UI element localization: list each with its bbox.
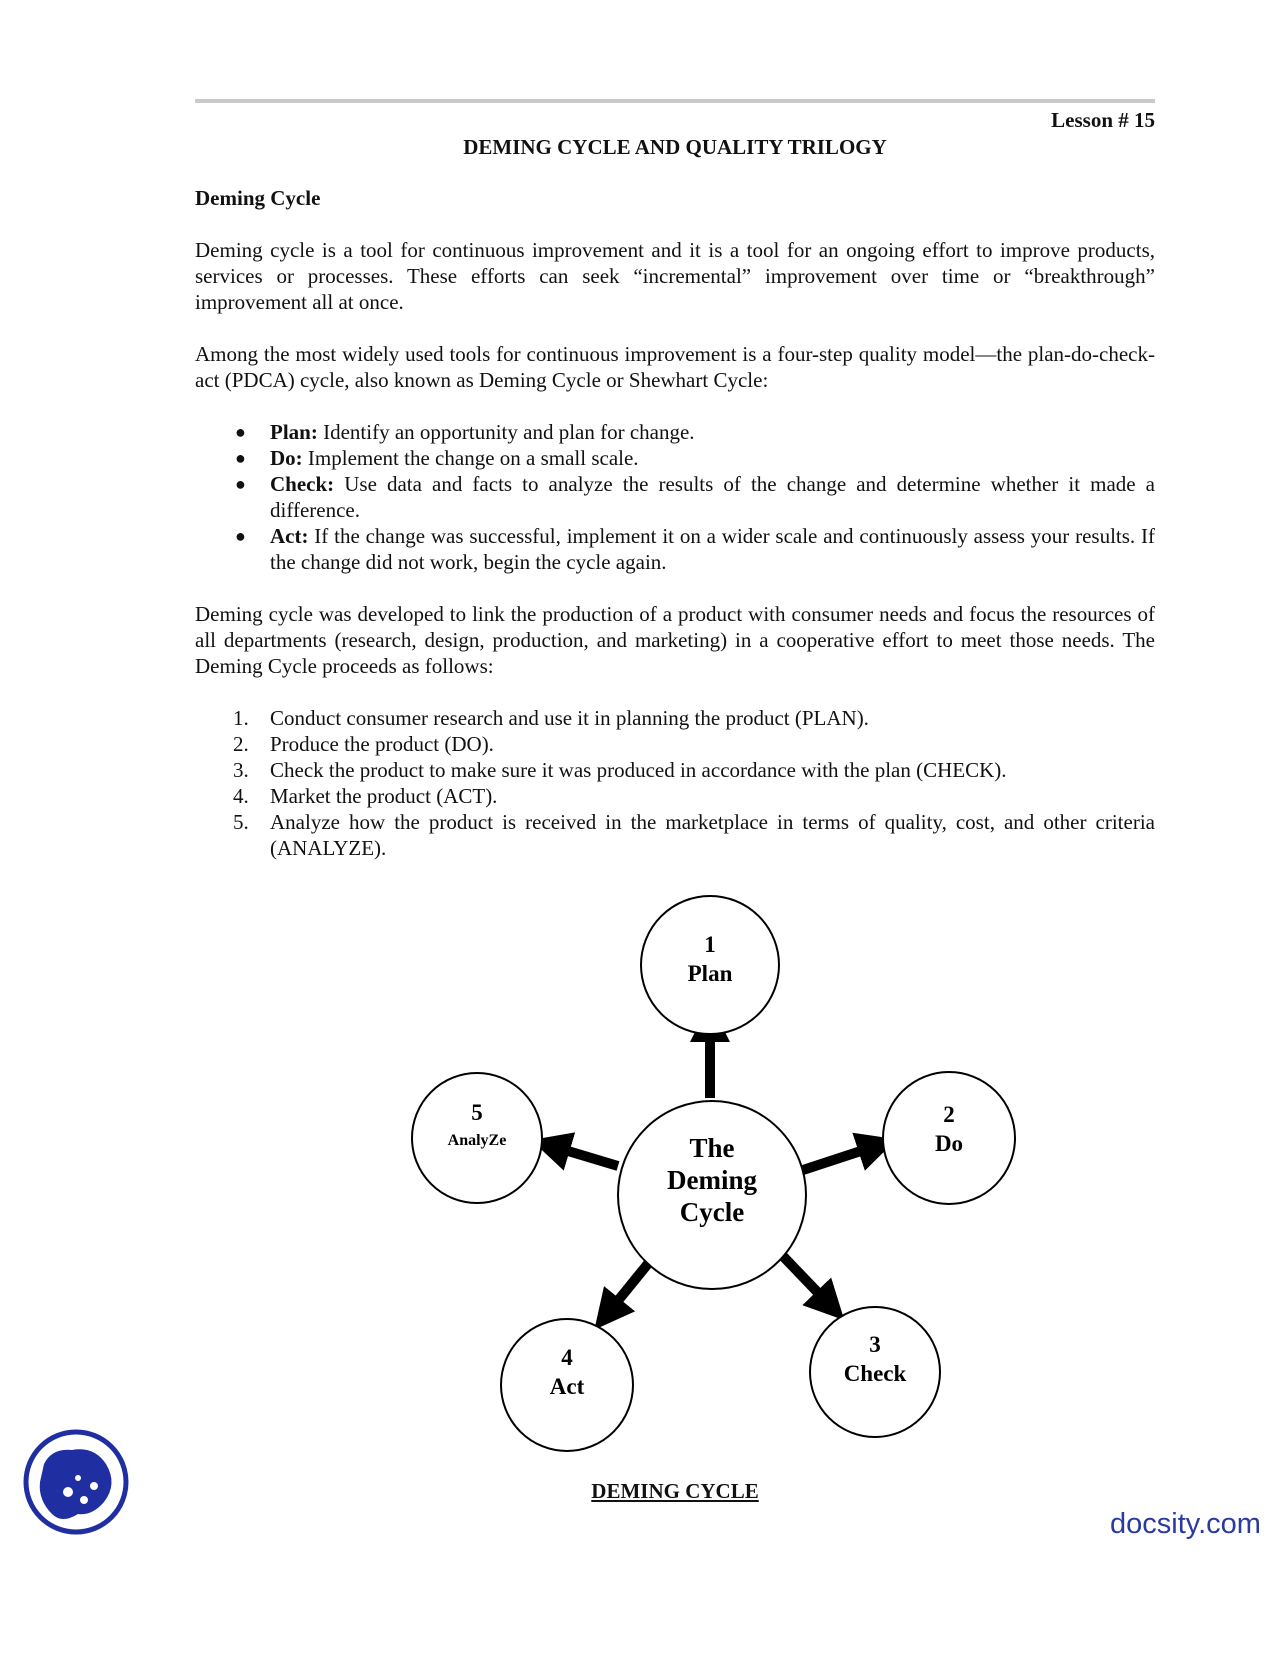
arrow-to-act [612, 1260, 651, 1308]
act-number: 4 [561, 1345, 573, 1370]
step-text: Market the product (ACT). [270, 784, 498, 808]
step-number: 1. [233, 706, 249, 730]
step-number: 2. [233, 732, 249, 756]
analyze-label: AnalyZe [447, 1132, 507, 1149]
bullet-icon: ● [235, 448, 246, 468]
bullet-icon: ● [235, 422, 246, 442]
bullet-text: Identify an opportunity and plan for change. [317, 420, 695, 444]
analyze-number: 5 [471, 1100, 483, 1125]
center-circle [618, 1101, 806, 1289]
check-label: Check [843, 1361, 907, 1386]
pdca-paragraph: Among the most widely used tools for continuous improvement is a four-step quality model—the plan-do-check-act (PDCA) cycle, also known as Deming Cycle or Shewhart Cycle: [195, 342, 1155, 392]
intro-paragraph: Deming cycle is a tool for continuous improvement and it is a tool for an ongoing effort to improve products, services or processes. These efforts can seek “incremental” improvement over time or “breakthrough” improvement all at once. [195, 238, 1155, 314]
bullet-term: Act: [270, 524, 309, 548]
check-number: 3 [869, 1332, 881, 1357]
bullet-term: Do: [270, 446, 303, 470]
step-text: Conduct consumer research and use it in planning the product (PLAN). [270, 706, 869, 730]
arrow-to-check [779, 1252, 825, 1300]
step-text: Check the product to make sure it was produced in accordance with the plan (CHECK). [270, 758, 1007, 782]
docsity-brand-text[interactable]: docsity.com [1110, 1508, 1261, 1540]
step-text: Analyze how the product is received in the marketplace in terms of quality, cost, and other criteria (ANALYZE). [270, 810, 1155, 860]
plan-label: Plan [687, 961, 733, 986]
do-number: 2 [943, 1102, 955, 1127]
center-label-line2: Deming [667, 1165, 757, 1195]
bullet-text: Implement the change on a small scale. [302, 446, 639, 470]
bullet-term: Check: [270, 472, 335, 496]
diagram-caption: DEMING CYCLE [591, 1479, 759, 1503]
act-label: Act [549, 1374, 585, 1399]
step-number: 3. [233, 758, 249, 782]
arrow-to-do [803, 1148, 870, 1170]
arrow-to-analyze [558, 1148, 618, 1166]
bullet-icon: ● [235, 526, 246, 546]
page-title: DEMING CYCLE AND QUALITY TRILOGY [463, 135, 887, 159]
purpose-paragraph: Deming cycle was developed to link the production of a product with consumer needs and focus the resources of all departments (research, design, production, and marketing) in a cooperative effort to meet those needs. The Deming Cycle proceeds as follows: [195, 602, 1155, 678]
plan-number: 1 [704, 932, 716, 957]
center-label-line1: The [689, 1133, 735, 1163]
step-text: Produce the product (DO). [270, 732, 494, 756]
do-label: Do [934, 1131, 964, 1156]
step-number: 5. [233, 810, 249, 834]
bullet-text: If the change was successful, implement it on a wider scale and continuously assess your results. If the change did not work, begin the cycle again. [270, 524, 1155, 574]
bullet-text: Use data and facts to analyze the results of the change and determine whether it made a difference. [270, 472, 1155, 522]
docsity-logo-icon [22, 1428, 130, 1536]
center-label-line3: Cycle [679, 1197, 745, 1227]
bullet-icon: ● [235, 474, 246, 494]
step-number: 4. [233, 784, 249, 808]
bullet-term: Plan: [270, 420, 318, 444]
section-heading: Deming Cycle [195, 186, 321, 210]
lesson-number: Lesson # 15 [1051, 108, 1155, 132]
